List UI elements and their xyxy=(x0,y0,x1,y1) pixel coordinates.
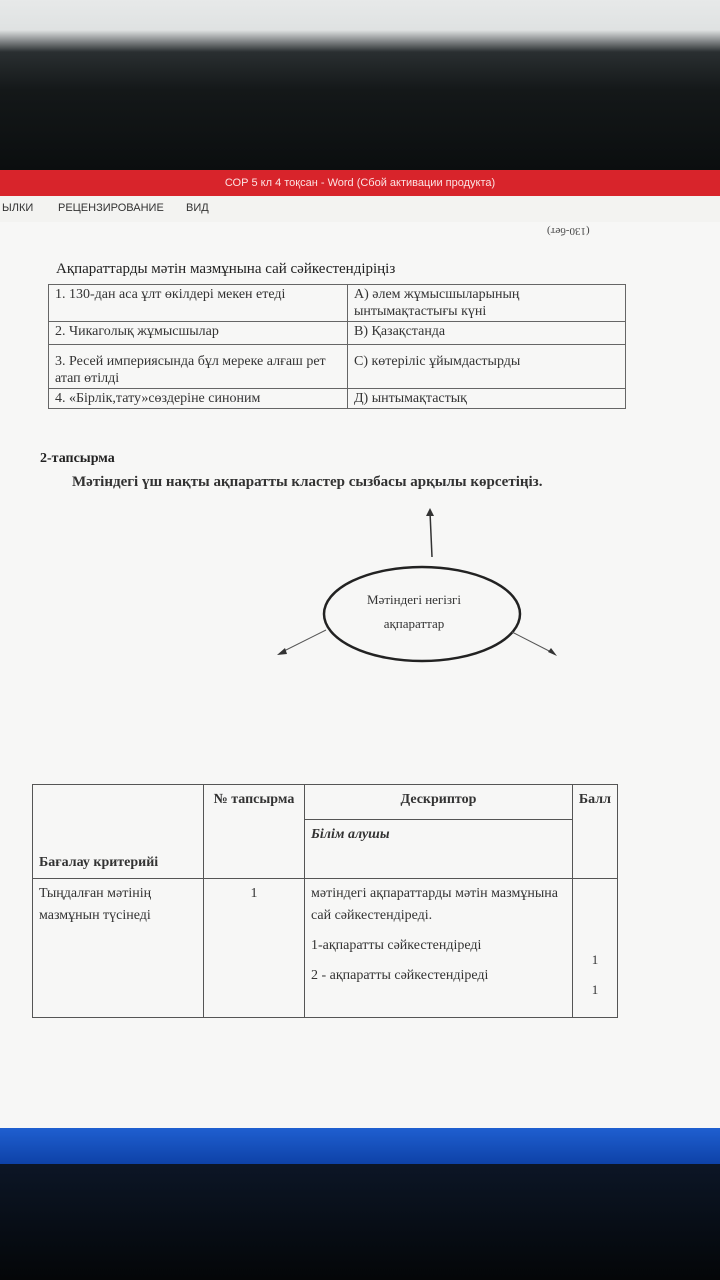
arrow-left xyxy=(282,630,326,652)
row-criteria: Тыңдалған мәтінің мазмұнын түсінеді xyxy=(33,879,204,1018)
header-criteria: Бағалау критерийі xyxy=(33,785,204,879)
assessment-table xyxy=(32,784,618,1018)
match-left-2: 2. Чикаголық жұмысшылар xyxy=(49,322,348,345)
match-left-1: 1. 130-дан аса ұлт өкілдері мекен етеді xyxy=(49,285,348,322)
cluster-line-1: Мәтіндегі негізгі xyxy=(367,592,461,607)
table-row xyxy=(49,322,626,345)
tab-links[interactable]: ЫЛКИ xyxy=(2,202,34,214)
header-learner: Білім алушы xyxy=(305,820,573,879)
matching-table xyxy=(48,284,626,409)
monitor-bottom xyxy=(0,1164,720,1280)
taskbar[interactable] xyxy=(0,1128,720,1164)
cluster-center-text xyxy=(332,588,496,636)
score-2: 1 xyxy=(591,982,599,997)
header-task-no: № тапсырма xyxy=(204,785,305,879)
table-row xyxy=(33,879,618,1018)
cluster-line-2: ақпараттар xyxy=(383,616,445,631)
row-task-no: 1 xyxy=(204,879,305,1018)
table-row xyxy=(49,345,626,389)
header-descriptor: Дескриптор xyxy=(305,785,573,820)
table-row xyxy=(33,785,618,820)
monitor-bezel xyxy=(0,0,720,170)
task1-heading: Ақпараттарды мәтін мазмұнына сай сәйкестендіріңіз xyxy=(56,261,396,277)
table-row xyxy=(49,389,626,409)
table-row xyxy=(49,285,626,322)
document-page[interactable] xyxy=(0,222,720,1128)
window-titlebar xyxy=(0,170,720,196)
arrow-up xyxy=(430,512,432,557)
match-right-4: Д) ынтымақтастық xyxy=(348,389,626,409)
row-scores xyxy=(572,879,617,1018)
header-score: Балл xyxy=(572,785,617,879)
task2-instruction: Мәтіндегі үш нақты ақпаратты кластер сызбасы арқылы көрсетіңіз. xyxy=(72,474,543,490)
tab-review[interactable]: РЕЦЕНЗИРОВАНИЕ xyxy=(58,202,164,214)
arrow-up-head xyxy=(426,508,434,516)
task2-heading: 2-тапсырма xyxy=(40,451,115,466)
descriptor-3: 2 - ақпаратты сәйкестендіреді xyxy=(311,968,489,983)
ribbon-tabs xyxy=(0,196,720,223)
page-number: (130-бет) xyxy=(547,225,590,237)
row-descriptors xyxy=(305,879,573,1018)
match-left-4: 4. «Бірлік,тату»сөздеріне синоним xyxy=(49,389,348,409)
descriptor-2: 1-ақпаратты сәйкестендіреді xyxy=(311,938,482,953)
arrow-right-head xyxy=(548,648,557,656)
descriptor-1: мәтіндегі ақпараттарды мәтін мазмұнына сай сәйкестендіреді. xyxy=(311,886,558,923)
tab-view[interactable]: ВИД xyxy=(186,202,209,214)
score-1: 1 xyxy=(591,952,599,967)
arrow-right xyxy=(512,632,553,653)
match-right-1: А) әлем жұмысшыларының ынтымақтастығы күні xyxy=(348,285,626,322)
arrow-left-head xyxy=(277,648,287,655)
window-title: СОР 5 кл 4 тоқсан - Word (Сбой активации продукта) xyxy=(224,177,496,189)
match-left-3: 3. Ресей империясында бұл мереке алғаш рет атап өтілді xyxy=(49,345,348,389)
match-right-3: С) көтеріліс ұйымдастырды xyxy=(348,345,626,389)
match-right-2: В) Қазақстанда xyxy=(348,322,626,345)
